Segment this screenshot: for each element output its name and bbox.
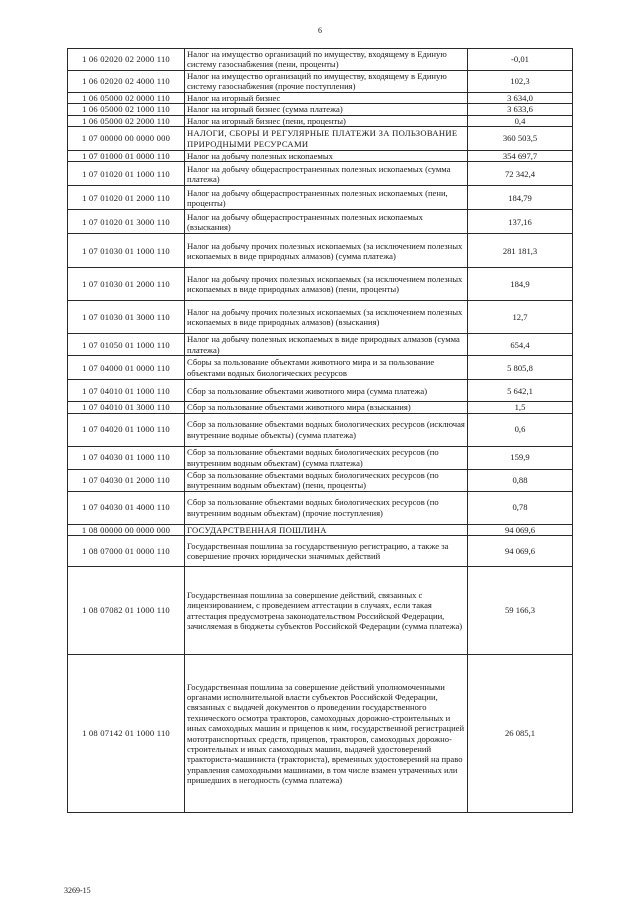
item-name-cell: Сбор за пользование объектами животного мира (взыскания) [185,402,468,413]
item-name-cell: Налог на добычу общераспространенных полезных ископаемых (сумма платежа) [185,162,468,186]
item-name-cell: Сборы за пользование объектами животного мира и за пользование объектами водных биологических ресурсов [185,356,468,380]
table-row [68,92,573,103]
amount-cell: 354 697,7 [468,151,573,162]
budget-code-cell: 1 07 04000 01 0000 110 [68,356,185,380]
table-row [68,402,573,413]
item-name-cell: Налог на игорный бизнес (сумма платежа) [185,104,468,115]
amount-cell: 184,79 [468,186,573,210]
amount-cell: 59 166,3 [468,567,573,655]
item-name-cell: Сбор за пользование объектами водных биологических ресурсов (исключая внутренние водные объекты) (сумма платежа) [185,413,468,446]
amount-cell: 0,78 [468,491,573,524]
item-name-cell: Налог на игорный бизнес [185,92,468,103]
item-name-cell: Налог на добычу полезных ископаемых в виде природных алмазов (сумма платежа) [185,334,468,356]
amount-cell: 12,7 [468,301,573,334]
budget-code-cell: 1 06 05000 02 2000 110 [68,115,185,126]
table-row [68,356,573,380]
table-row [68,49,573,71]
table-row [68,268,573,301]
amount-cell: 3 634,0 [468,92,573,103]
budget-code-cell: 1 08 07082 01 1000 110 [68,567,185,655]
table-row [68,234,573,268]
budget-code-cell: 1 07 01020 01 2000 110 [68,186,185,210]
budget-revenue-table [67,48,573,813]
budget-code-cell: 1 07 01020 01 1000 110 [68,162,185,186]
budget-code-cell: 1 07 01030 01 1000 110 [68,234,185,268]
amount-cell: 5 642,1 [468,380,573,402]
item-name-cell: Налог на игорный бизнес (пени, проценты) [185,115,468,126]
budget-code-cell: 1 06 05000 02 1000 110 [68,104,185,115]
budget-code-cell: 1 07 01050 01 1000 110 [68,334,185,356]
item-name-cell: Сбор за пользование объектами водных биологических ресурсов (по внутренним водным объектам) (пени, проценты) [185,469,468,491]
table-section-row [68,127,573,151]
table-row [68,210,573,234]
amount-cell: 654,4 [468,334,573,356]
amount-cell: 5 805,8 [468,356,573,380]
amount-cell: 102,3 [468,70,573,92]
table-row [68,104,573,115]
item-name-cell: Сбор за пользование объектами водных биологических ресурсов (по внутренним водным объектам) (сумма платежа) [185,446,468,469]
amount-cell: 0,6 [468,413,573,446]
budget-code-cell: 1 07 04010 01 1000 110 [68,380,185,402]
table-row [68,567,573,655]
document-footer-code: 3269-15 [64,886,91,895]
table-row [68,655,573,813]
table-row [68,162,573,186]
amount-cell: 184,9 [468,268,573,301]
table-row [68,536,573,567]
amount-cell: 360 503,5 [468,127,573,151]
table-section-row [68,524,573,535]
budget-code-cell: 1 07 01030 01 3000 110 [68,301,185,334]
table-row [68,413,573,446]
item-name-cell: Налог на добычу полезных ископаемых [185,151,468,162]
table-row [68,70,573,92]
table-row [68,115,573,126]
amount-cell: 72 342,4 [468,162,573,186]
budget-code-cell: 1 07 04030 01 2000 110 [68,469,185,491]
page-number: 6 [318,26,322,35]
budget-code-cell: 1 08 07142 01 1000 110 [68,655,185,813]
budget-code-cell: 1 07 01020 01 3000 110 [68,210,185,234]
item-name-cell: Сбор за пользование объектами животного мира (сумма платежа) [185,380,468,402]
amount-cell: 94 069,6 [468,536,573,567]
budget-code-cell: 1 07 04030 01 4000 110 [68,491,185,524]
budget-code-cell: 1 06 02020 02 2000 110 [68,49,185,71]
budget-code-cell: 1 07 01030 01 2000 110 [68,268,185,301]
amount-cell: 26 085,1 [468,655,573,813]
amount-cell: 137,16 [468,210,573,234]
table-row [68,380,573,402]
budget-code-cell: 1 07 01000 01 0000 110 [68,151,185,162]
item-name-cell: Налог на добычу общераспространенных полезных ископаемых (взыскания) [185,210,468,234]
table-row [68,151,573,162]
item-name-cell: Государственная пошлина за совершение действий уполномоченными органами исполнительной власти субъектов Российской Федерации, связанных с выдачей документов о проведении государственного технического осмотра тракторов, самоходных дорожно-строительных и иных самоходных машин и прицепов к ним, государственной регистрацией мототранспортных средств, прицепов, тракторов, самоходных дорожно-строительных и иных самоходных машин, выдачей удостоверений тракториста-машиниста (тракториста), временных удостоверений на право управления самоходными машинами, в том числе взамен утраченных или пришедших в негодность (сумма платежа) [185,655,468,813]
amount-cell: 3 633,6 [468,104,573,115]
table-row [68,469,573,491]
table-row [68,301,573,334]
budget-code-cell: 1 08 00000 00 0000 000 [68,524,185,535]
amount-cell: 281 181,3 [468,234,573,268]
amount-cell: -0,01 [468,49,573,71]
item-name-cell: Государственная пошлина за совершение действий, связанных с лицензированием, с проведением аттестации в случаях, если такая аттестация предусмотрена законодательством Российской Федерации, зачисляемая в бюджеты субъектов Российской Федерации (сумма платежа) [185,567,468,655]
table-row [68,186,573,210]
amount-cell: 94 069,6 [468,524,573,535]
budget-code-cell: 1 07 04020 01 1000 110 [68,413,185,446]
item-name-cell: Сбор за пользование объектами водных биологических ресурсов (по внутренним водным объектам) (прочие поступления) [185,491,468,524]
budget-code-cell: 1 08 07000 01 0000 110 [68,536,185,567]
item-name-cell: Налог на имущество организаций по имуществу, входящему в Единую систему газоснабжения (пени, проценты) [185,49,468,71]
item-name-cell: Налог на добычу прочих полезных ископаемых (за исключением полезных ископаемых в виде природных алмазов) (взыскания) [185,301,468,334]
table-row [68,334,573,356]
budget-code-cell: 1 07 00000 00 0000 000 [68,127,185,151]
budget-code-cell: 1 06 02020 02 4000 110 [68,70,185,92]
item-name-cell: Налог на добычу прочих полезных ископаемых (за исключением полезных ископаемых в виде природных алмазов) (сумма платежа) [185,234,468,268]
item-name-cell: ГОСУДАРСТВЕННАЯ ПОШЛИНА [185,524,468,535]
amount-cell: 1,5 [468,402,573,413]
amount-cell: 0,4 [468,115,573,126]
item-name-cell: Налог на добычу общераспространенных полезных ископаемых (пени, проценты) [185,186,468,210]
budget-code-cell: 1 07 04010 01 3000 110 [68,402,185,413]
amount-cell: 0,88 [468,469,573,491]
item-name-cell: Государственная пошлина за государственную регистрацию, а также за совершение прочих юридически значимых действий [185,536,468,567]
item-name-cell: Налог на добычу прочих полезных ископаемых (за исключением полезных ископаемых в виде природных алмазов) (пени, проценты) [185,268,468,301]
amount-cell: 159,9 [468,446,573,469]
budget-code-cell: 1 06 05000 02 0000 110 [68,92,185,103]
budget-code-cell: 1 07 04030 01 1000 110 [68,446,185,469]
item-name-cell: НАЛОГИ, СБОРЫ И РЕГУЛЯРНЫЕ ПЛАТЕЖИ ЗА ПОЛЬЗОВАНИЕ ПРИРОДНЫМИ РЕСУРСАМИ [185,127,468,151]
item-name-cell: Налог на имущество организаций по имуществу, входящему в Единую систему газоснабжения (прочие поступления) [185,70,468,92]
table-row [68,446,573,469]
table-row [68,491,573,524]
